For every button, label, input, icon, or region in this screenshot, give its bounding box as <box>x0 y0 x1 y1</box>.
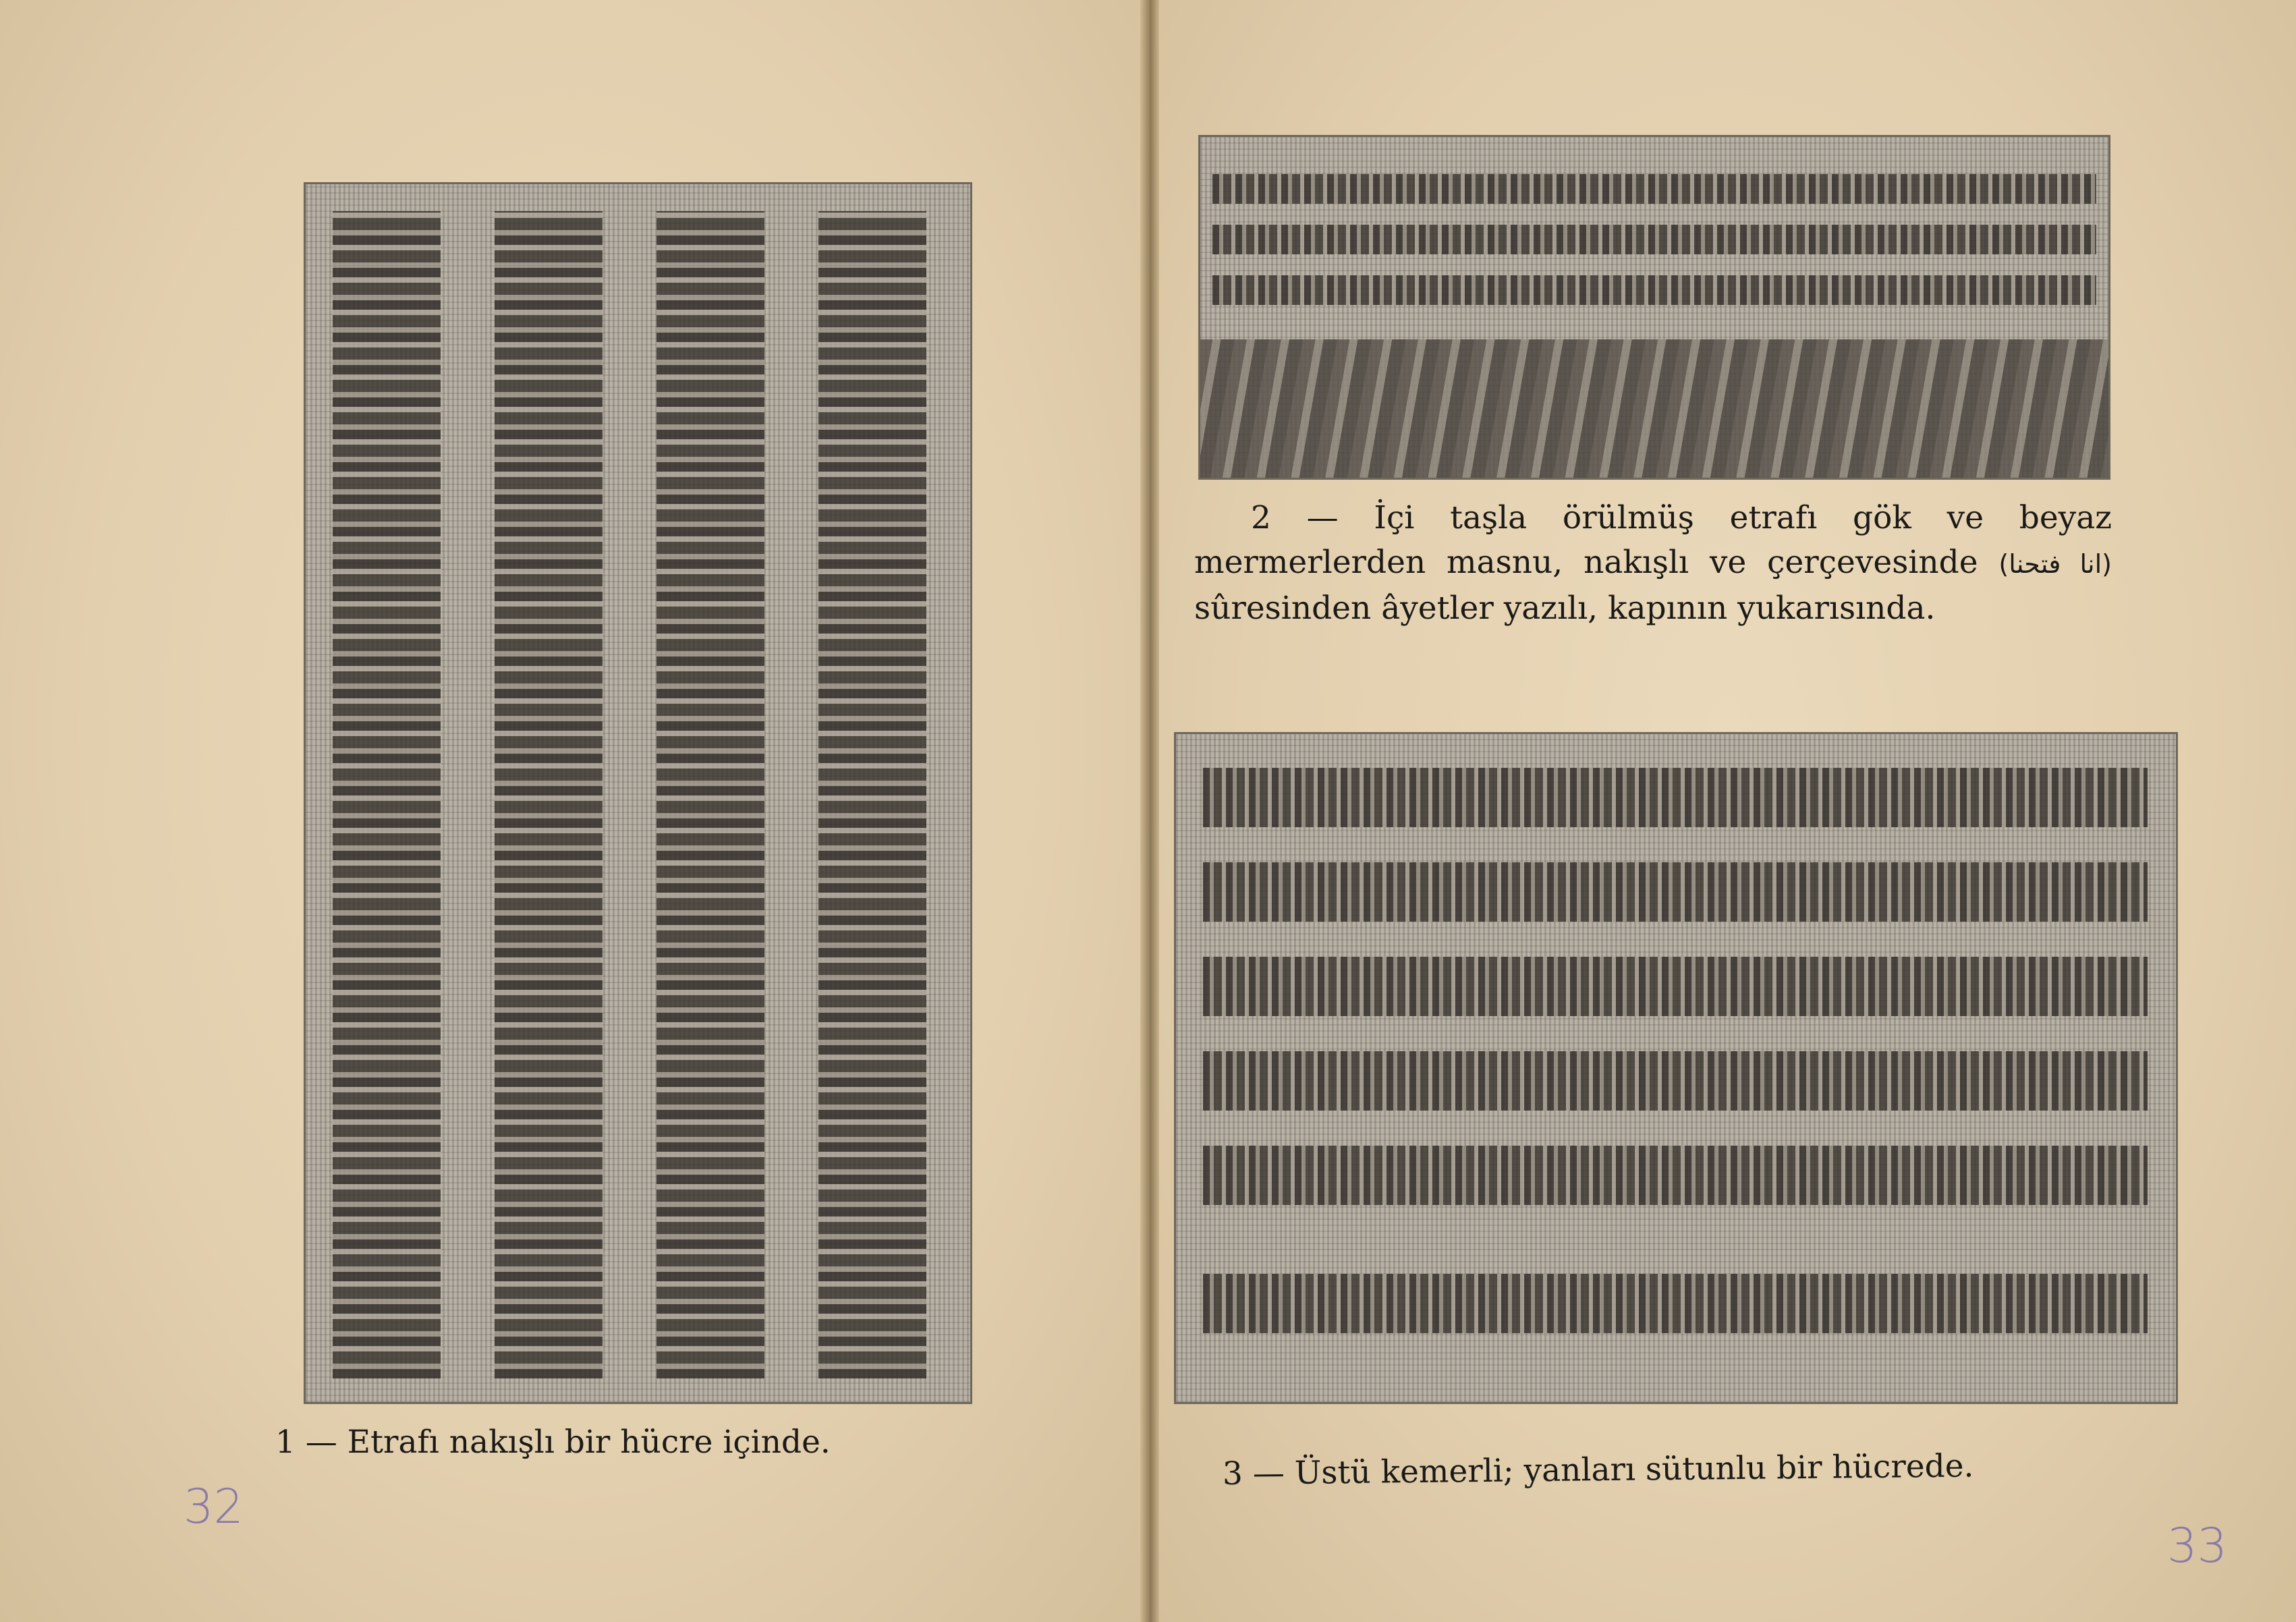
inscription-photo-3 <box>1174 732 2178 1404</box>
book-gutter <box>1140 0 1159 1622</box>
inscription-row <box>1212 174 2096 204</box>
inscription-column <box>333 211 441 1378</box>
page-number-right: 33 <box>2167 1518 2228 1573</box>
figure-2-caption-arabic: (انا فتحنا) <box>1998 549 2112 579</box>
door-lintel-stonework <box>1200 339 2108 478</box>
inscription-row <box>1212 225 2096 254</box>
inscription-row <box>1203 862 2148 922</box>
inscription-row <box>1212 275 2096 305</box>
inscription-row <box>1203 1051 2148 1111</box>
inscription-row <box>1203 1146 2148 1205</box>
inscription-column <box>818 211 926 1378</box>
figure-1-caption: 1 — Etrafı nakışlı bir hücre içinde. <box>275 1424 831 1461</box>
inscription-row <box>1203 957 2148 1016</box>
inscription-row <box>1203 1274 2148 1333</box>
inscription-row <box>1203 768 2148 827</box>
figure-2-caption <box>1194 496 2112 631</box>
figure-2-caption-text-2: sûresinden âyetler yazılı, kapının yukarısında. <box>1194 590 1936 627</box>
figure-2-caption-text-1: 2 — İçi taşla örülmüş etrafı gök ve beyaz mermerlerden masnu, nakışlı ve çerçevesinde <box>1194 499 2112 581</box>
inscription-photo-1 <box>304 182 972 1404</box>
inscription-column <box>656 211 764 1378</box>
inscription-column <box>495 211 603 1378</box>
inscription-photo-2 <box>1198 135 2110 480</box>
page-number-left: 32 <box>184 1479 244 1534</box>
figure-3-caption: 3 — Üstü kemerli; yanları sütunlu bir hücrede. <box>1222 1447 1974 1492</box>
left-page <box>0 0 1140 1622</box>
